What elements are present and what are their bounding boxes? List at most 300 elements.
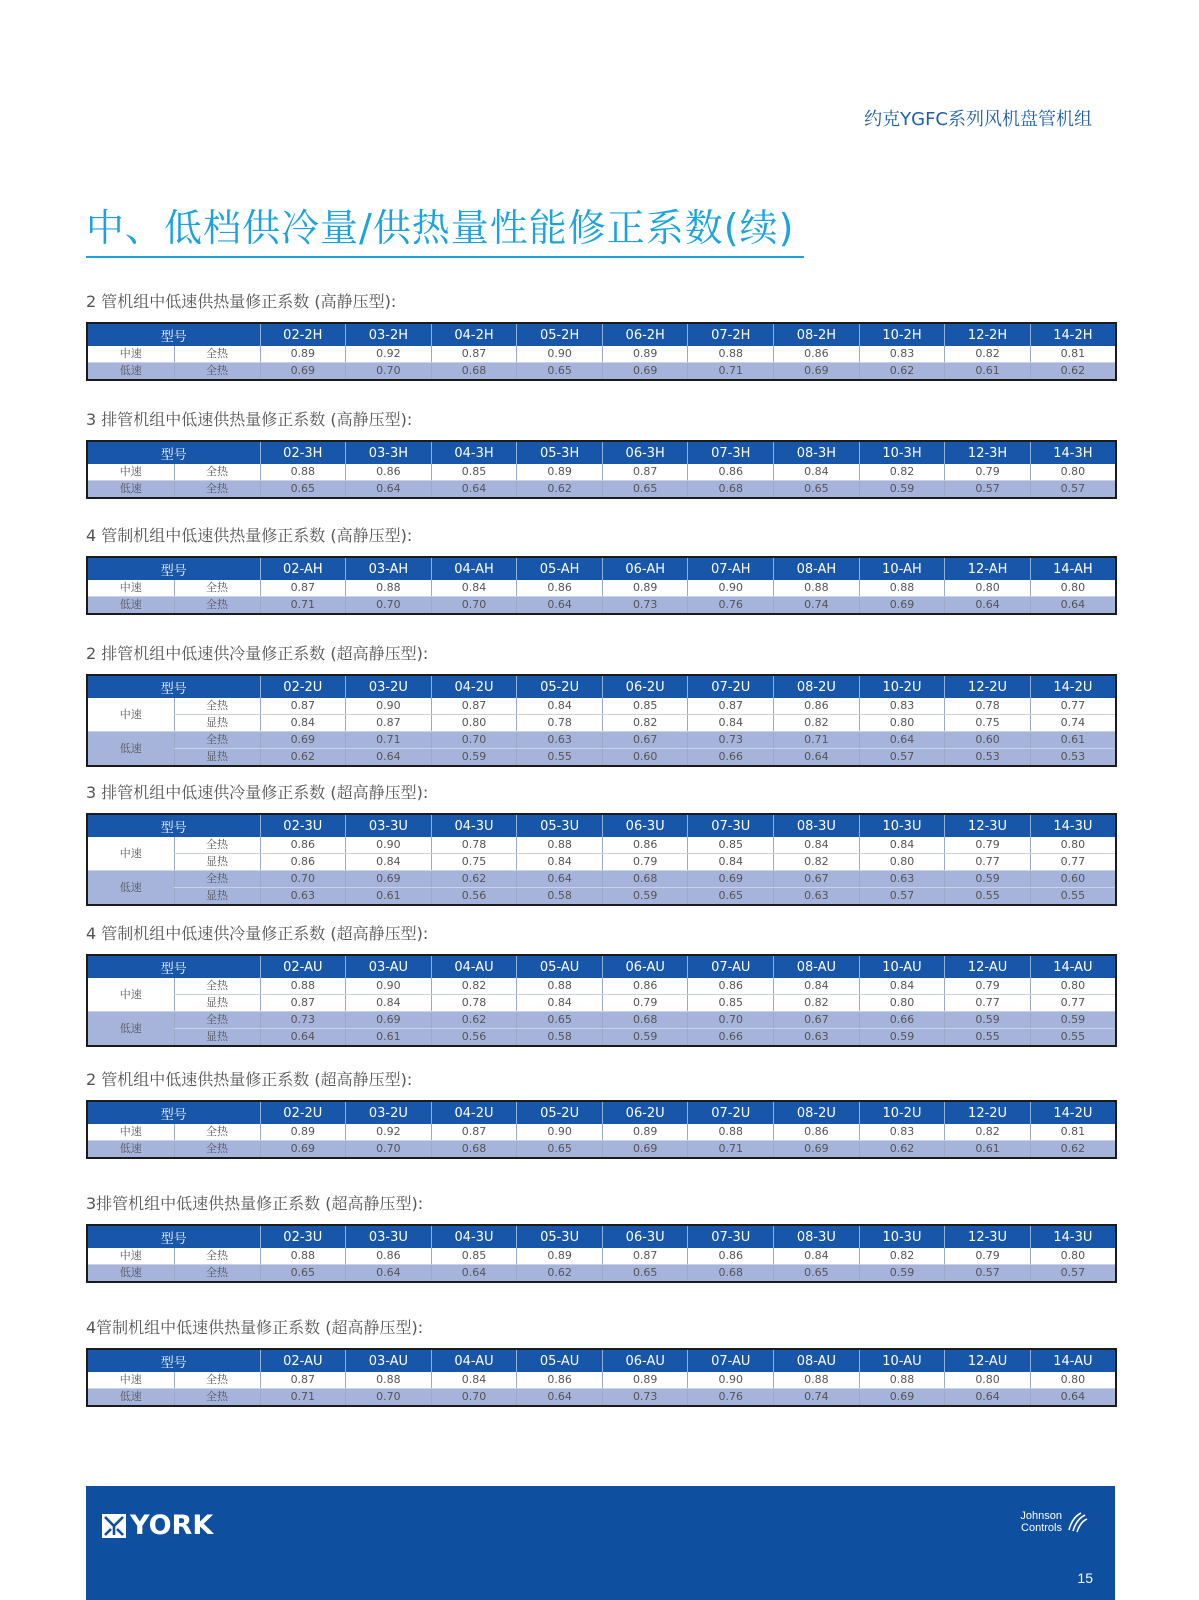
coefficient-cell: 0.86 (260, 837, 346, 854)
heat-type-label: 全热 (174, 871, 260, 888)
coefficient-cell: 0.67 (774, 1012, 860, 1029)
table-row (87, 1389, 1116, 1407)
heat-type-label: 全热 (174, 1012, 260, 1029)
coefficient-cell: 0.70 (346, 363, 432, 381)
coefficient-cell: 0.55 (517, 749, 603, 767)
coefficient-cell: 0.88 (260, 978, 346, 995)
speed-label: 低速 (87, 1012, 174, 1047)
model-column-header: 14-3U (1030, 814, 1116, 837)
coefficient-cell: 0.64 (859, 732, 945, 749)
model-column-header: 04-AU (431, 1349, 517, 1372)
speed-label: 低速 (87, 1389, 174, 1407)
model-column-header: 12-AU (945, 955, 1031, 978)
coefficient-cell: 0.86 (774, 1124, 860, 1141)
table-row (87, 464, 1116, 481)
table-row (87, 698, 1116, 715)
model-column-header: 07-3U (688, 814, 774, 837)
coefficient-cell: 0.79 (945, 978, 1031, 995)
speed-label: 低速 (87, 481, 174, 499)
model-column-header: 08-2U (774, 1101, 860, 1124)
coefficient-cell: 0.84 (517, 854, 603, 871)
coefficient-cell: 0.79 (945, 837, 1031, 854)
table-row (87, 346, 1116, 363)
coefficient-cell: 0.80 (1030, 1372, 1116, 1389)
model-column-header: 06-2H (602, 323, 688, 346)
coefficient-cell: 0.59 (945, 871, 1031, 888)
model-column-header: 05-3U (517, 814, 603, 837)
footer-bar (86, 1486, 1115, 1600)
model-header: 型号 (87, 1101, 260, 1124)
model-column-header: 10-2U (859, 1101, 945, 1124)
heat-type-label: 显热 (174, 854, 260, 871)
coefficient-cell: 0.77 (1030, 854, 1116, 871)
model-column-header: 04-2U (431, 675, 517, 698)
coefficient-cell: 0.70 (431, 732, 517, 749)
heat-type-label: 显热 (174, 749, 260, 767)
doc-header-title: 约克YGFC系列风机盘管机组 (864, 109, 1092, 130)
coefficient-cell: 0.87 (260, 698, 346, 715)
york-logo-text: YORK (130, 1510, 214, 1541)
model-column-header: 14-AU (1030, 955, 1116, 978)
heat-type-label: 显热 (174, 715, 260, 732)
york-logo (102, 1510, 213, 1541)
model-column-header: 12-2H (945, 323, 1031, 346)
coefficient-cell: 0.85 (688, 837, 774, 854)
coefficient-cell: 0.75 (945, 715, 1031, 732)
model-column-header: 14-3H (1030, 441, 1116, 464)
coefficient-cell: 0.65 (602, 1265, 688, 1283)
coefficient-cell: 0.62 (517, 481, 603, 499)
coefficient-cell: 0.88 (688, 1124, 774, 1141)
coefficient-cell: 0.68 (431, 1141, 517, 1159)
coefficient-cell: 0.66 (859, 1012, 945, 1029)
title-underline (86, 256, 804, 258)
table-row (87, 995, 1116, 1012)
model-column-header: 02-3U (260, 814, 346, 837)
model-column-header: 10-AU (859, 1349, 945, 1372)
coefficient-cell: 0.58 (517, 888, 603, 906)
table-row (87, 1372, 1116, 1389)
model-column-header: 08-AU (774, 1349, 860, 1372)
coefficient-cell: 0.89 (602, 580, 688, 597)
coefficient-cell: 0.75 (431, 854, 517, 871)
model-column-header: 07-AU (688, 955, 774, 978)
coefficient-cell: 0.84 (517, 698, 603, 715)
model-column-header: 04-3H (431, 441, 517, 464)
model-column-header: 14-2H (1030, 323, 1116, 346)
coefficient-cell: 0.73 (688, 732, 774, 749)
coefficient-cell: 0.71 (688, 363, 774, 381)
section-caption: 3排管机组中低速供热量修正系数 (超高静压型): (86, 1194, 424, 1213)
model-column-header: 10-3U (859, 814, 945, 837)
coefficient-cell: 0.61 (346, 1029, 432, 1047)
table-row (87, 1124, 1116, 1141)
model-column-header: 12-3H (945, 441, 1031, 464)
model-header: 型号 (87, 814, 260, 837)
coefficient-cell: 0.65 (517, 1141, 603, 1159)
coefficient-cell: 0.70 (346, 597, 432, 615)
model-column-header: 05-3U (517, 1225, 603, 1248)
coefficient-cell: 0.63 (774, 1029, 860, 1047)
coefficient-cell: 0.85 (431, 1248, 517, 1265)
model-column-header: 03-3H (346, 441, 432, 464)
coefficient-cell: 0.82 (859, 1248, 945, 1265)
coefficient-cell: 0.88 (688, 346, 774, 363)
table-row (87, 481, 1116, 499)
model-column-header: 07-3U (688, 1225, 774, 1248)
model-column-header: 12-3U (945, 814, 1031, 837)
model-column-header: 07-2H (688, 323, 774, 346)
model-column-header: 04-2H (431, 323, 517, 346)
model-column-header: 14-2U (1030, 1101, 1116, 1124)
section (86, 923, 1115, 1047)
speed-label: 低速 (87, 363, 174, 381)
heat-type-label: 全热 (174, 978, 260, 995)
model-column-header: 08-3U (774, 814, 860, 837)
coefficient-cell: 0.71 (774, 732, 860, 749)
coefficient-cell: 0.57 (1030, 1265, 1116, 1283)
coefficient-cell: 0.90 (688, 1372, 774, 1389)
coefficient-cell: 0.88 (260, 464, 346, 481)
coefficient-cell: 0.64 (346, 1265, 432, 1283)
coefficient-cell: 0.82 (945, 346, 1031, 363)
coefficient-cell: 0.73 (602, 1389, 688, 1407)
speed-label: 低速 (87, 871, 174, 906)
section (86, 525, 1115, 615)
model-column-header: 07-2U (688, 1101, 774, 1124)
coefficient-cell: 0.85 (431, 464, 517, 481)
model-column-header: 02-2U (260, 1101, 346, 1124)
table-row (87, 1029, 1116, 1047)
coefficient-cell: 0.64 (260, 1029, 346, 1047)
model-column-header: 06-AH (602, 557, 688, 580)
coefficient-cell: 0.63 (774, 888, 860, 906)
coefficient-cell: 0.84 (431, 580, 517, 597)
section (86, 409, 1115, 499)
model-column-header: 03-2U (346, 1101, 432, 1124)
coefficient-cell: 0.65 (260, 1265, 346, 1283)
coefficient-cell: 0.62 (431, 1012, 517, 1029)
coefficient-cell: 0.79 (602, 995, 688, 1012)
coefficient-cell: 0.56 (431, 1029, 517, 1047)
coefficient-cell: 0.71 (260, 597, 346, 615)
coefficient-cell: 0.80 (945, 580, 1031, 597)
model-column-header: 04-2U (431, 1101, 517, 1124)
model-column-header: 03-2U (346, 675, 432, 698)
table-row (87, 978, 1116, 995)
coefficient-cell: 0.90 (346, 978, 432, 995)
coefficient-cell: 0.80 (859, 995, 945, 1012)
coefficient-cell: 0.59 (1030, 1012, 1116, 1029)
correction-table (86, 1224, 1117, 1283)
coefficient-cell: 0.65 (774, 1265, 860, 1283)
model-column-header: 03-AU (346, 1349, 432, 1372)
coefficient-cell: 0.57 (1030, 481, 1116, 499)
coefficient-cell: 0.87 (260, 995, 346, 1012)
heat-type-label: 全热 (174, 481, 260, 499)
model-column-header: 08-3H (774, 441, 860, 464)
coefficient-cell: 0.57 (945, 481, 1031, 499)
model-header: 型号 (87, 323, 260, 346)
coefficient-cell: 0.88 (517, 978, 603, 995)
coefficient-cell: 0.57 (859, 888, 945, 906)
model-column-header: 02-2H (260, 323, 346, 346)
coefficient-cell: 0.86 (346, 464, 432, 481)
heat-type-label: 全热 (174, 346, 260, 363)
section (86, 782, 1115, 906)
coefficient-cell: 0.86 (774, 698, 860, 715)
model-header: 型号 (87, 675, 260, 698)
coefficient-cell: 0.84 (859, 837, 945, 854)
coefficient-cell: 0.84 (774, 837, 860, 854)
coefficient-cell: 0.64 (1030, 1389, 1116, 1407)
coefficient-cell: 0.80 (1030, 1248, 1116, 1265)
table-row (87, 597, 1116, 615)
coefficient-cell: 0.70 (260, 871, 346, 888)
model-column-header: 14-AH (1030, 557, 1116, 580)
jci-logo-line2: Controls (1021, 1522, 1062, 1534)
heat-type-label: 全热 (174, 597, 260, 615)
model-column-header: 08-AH (774, 557, 860, 580)
coefficient-cell: 0.84 (431, 1372, 517, 1389)
coefficient-cell: 0.71 (346, 732, 432, 749)
coefficient-cell: 0.69 (260, 732, 346, 749)
model-column-header: 06-AU (602, 1349, 688, 1372)
coefficient-cell: 0.84 (346, 995, 432, 1012)
model-column-header: 12-AH (945, 557, 1031, 580)
heat-type-label: 全热 (174, 1265, 260, 1283)
coefficient-cell: 0.68 (688, 481, 774, 499)
model-column-header: 05-AH (517, 557, 603, 580)
coefficient-cell: 0.79 (945, 464, 1031, 481)
coefficient-cell: 0.64 (1030, 597, 1116, 615)
heat-type-label: 全热 (174, 1372, 260, 1389)
coefficient-cell: 0.90 (517, 1124, 603, 1141)
coefficient-cell: 0.82 (431, 978, 517, 995)
coefficient-cell: 0.73 (260, 1012, 346, 1029)
model-column-header: 07-2U (688, 675, 774, 698)
coefficient-cell: 0.80 (431, 715, 517, 732)
section (86, 1193, 1115, 1283)
coefficient-cell: 0.89 (260, 1124, 346, 1141)
section-caption: 2 管机组中低速供热量修正系数 (超高静压型): (86, 1070, 413, 1089)
correction-table (86, 813, 1117, 906)
table-row (87, 854, 1116, 871)
model-column-header: 14-2U (1030, 675, 1116, 698)
coefficient-cell: 0.90 (346, 698, 432, 715)
section (86, 291, 1115, 381)
coefficient-cell: 0.82 (859, 464, 945, 481)
heat-type-label: 全热 (174, 464, 260, 481)
section-caption: 4管制机组中低速供热量修正系数 (超高静压型): (86, 1318, 424, 1337)
coefficient-cell: 0.87 (260, 580, 346, 597)
table-row (87, 732, 1116, 749)
coefficient-cell: 0.77 (1030, 995, 1116, 1012)
model-column-header: 06-3H (602, 441, 688, 464)
jci-swirl-icon (1065, 1510, 1089, 1534)
coefficient-cell: 0.84 (774, 464, 860, 481)
coefficient-cell: 0.59 (859, 1029, 945, 1047)
coefficient-cell: 0.82 (774, 995, 860, 1012)
coefficient-cell: 0.84 (517, 995, 603, 1012)
coefficient-cell: 0.78 (431, 995, 517, 1012)
coefficient-cell: 0.84 (774, 978, 860, 995)
coefficient-cell: 0.62 (431, 871, 517, 888)
coefficient-cell: 0.80 (945, 1372, 1031, 1389)
coefficient-cell: 0.80 (1030, 464, 1116, 481)
speed-label: 中速 (87, 1372, 174, 1389)
coefficient-cell: 0.86 (774, 346, 860, 363)
coefficient-cell: 0.85 (602, 698, 688, 715)
model-column-header: 10-AU (859, 955, 945, 978)
heat-type-label: 显热 (174, 888, 260, 906)
coefficient-cell: 0.84 (688, 854, 774, 871)
coefficient-cell: 0.64 (517, 871, 603, 888)
model-column-header: 14-AU (1030, 1349, 1116, 1372)
coefficient-cell: 0.86 (346, 1248, 432, 1265)
coefficient-cell: 0.89 (517, 464, 603, 481)
coefficient-cell: 0.62 (859, 1141, 945, 1159)
model-column-header: 02-AU (260, 1349, 346, 1372)
model-column-header: 02-3U (260, 1225, 346, 1248)
coefficient-cell: 0.88 (517, 837, 603, 854)
correction-table (86, 1100, 1117, 1159)
coefficient-cell: 0.86 (688, 464, 774, 481)
coefficient-cell: 0.66 (688, 1029, 774, 1047)
correction-table (86, 322, 1117, 381)
coefficient-cell: 0.63 (859, 871, 945, 888)
coefficient-cell: 0.74 (1030, 715, 1116, 732)
section (86, 1069, 1115, 1159)
model-column-header: 12-2U (945, 1101, 1031, 1124)
heat-type-label: 全热 (174, 363, 260, 381)
model-column-header: 10-2H (859, 323, 945, 346)
model-header: 型号 (87, 557, 260, 580)
york-emblem-icon (102, 1514, 126, 1538)
heat-type-label: 全热 (174, 732, 260, 749)
coefficient-cell: 0.60 (602, 749, 688, 767)
model-column-header: 07-3H (688, 441, 774, 464)
coefficient-cell: 0.87 (688, 698, 774, 715)
coefficient-cell: 0.83 (859, 698, 945, 715)
model-column-header: 10-3U (859, 1225, 945, 1248)
coefficient-cell: 0.87 (602, 1248, 688, 1265)
coefficient-cell: 0.69 (774, 1141, 860, 1159)
coefficient-cell: 0.86 (688, 978, 774, 995)
table-row (87, 749, 1116, 767)
coefficient-cell: 0.88 (346, 1372, 432, 1389)
coefficient-cell: 0.55 (945, 1029, 1031, 1047)
model-column-header: 03-3U (346, 1225, 432, 1248)
coefficient-cell: 0.83 (859, 1124, 945, 1141)
model-column-header: 06-3U (602, 814, 688, 837)
coefficient-cell: 0.59 (859, 481, 945, 499)
coefficient-cell: 0.81 (1030, 1124, 1116, 1141)
coefficient-cell: 0.65 (260, 481, 346, 499)
coefficient-cell: 0.68 (602, 1012, 688, 1029)
coefficient-cell: 0.74 (774, 1389, 860, 1407)
model-column-header: 06-3U (602, 1225, 688, 1248)
speed-label: 中速 (87, 346, 174, 363)
coefficient-cell: 0.70 (431, 1389, 517, 1407)
heat-type-label: 全热 (174, 1248, 260, 1265)
model-column-header: 14-3U (1030, 1225, 1116, 1248)
model-column-header: 08-2U (774, 675, 860, 698)
coefficient-cell: 0.69 (346, 1012, 432, 1029)
model-column-header: 02-AH (260, 557, 346, 580)
coefficient-cell: 0.59 (859, 1265, 945, 1283)
correction-table (86, 954, 1117, 1047)
model-column-header: 03-AH (346, 557, 432, 580)
coefficient-cell: 0.70 (346, 1389, 432, 1407)
correction-table (86, 1348, 1117, 1407)
coefficient-cell: 0.62 (1030, 1141, 1116, 1159)
table-row (87, 1012, 1116, 1029)
coefficient-cell: 0.68 (431, 363, 517, 381)
coefficient-cell: 0.86 (260, 854, 346, 871)
coefficient-cell: 0.64 (431, 481, 517, 499)
model-column-header: 03-2H (346, 323, 432, 346)
coefficient-cell: 0.58 (517, 1029, 603, 1047)
coefficient-cell: 0.61 (945, 1141, 1031, 1159)
coefficient-cell: 0.70 (688, 1012, 774, 1029)
coefficient-cell: 0.85 (688, 995, 774, 1012)
coefficient-cell: 0.77 (1030, 698, 1116, 715)
model-column-header: 08-2H (774, 323, 860, 346)
coefficient-cell: 0.70 (431, 597, 517, 615)
coefficient-cell: 0.59 (431, 749, 517, 767)
coefficient-cell: 0.89 (602, 346, 688, 363)
model-column-header: 04-AH (431, 557, 517, 580)
coefficient-cell: 0.80 (859, 715, 945, 732)
coefficient-cell: 0.92 (346, 1124, 432, 1141)
coefficient-cell: 0.62 (1030, 363, 1116, 381)
model-header: 型号 (87, 441, 260, 464)
model-column-header: 04-3U (431, 1225, 517, 1248)
coefficient-cell: 0.60 (945, 732, 1031, 749)
coefficient-cell: 0.64 (346, 481, 432, 499)
coefficient-cell: 0.70 (346, 1141, 432, 1159)
coefficient-cell: 0.90 (517, 346, 603, 363)
coefficient-cell: 0.82 (774, 715, 860, 732)
section (86, 643, 1115, 767)
speed-label: 低速 (87, 1265, 174, 1283)
correction-table (86, 674, 1117, 767)
model-header: 型号 (87, 955, 260, 978)
model-header: 型号 (87, 1225, 260, 1248)
model-header: 型号 (87, 1349, 260, 1372)
coefficient-cell: 0.65 (517, 1012, 603, 1029)
coefficient-cell: 0.66 (688, 749, 774, 767)
heat-type-label: 显热 (174, 1029, 260, 1047)
correction-table (86, 440, 1117, 499)
coefficient-cell: 0.59 (602, 1029, 688, 1047)
coefficient-cell: 0.61 (346, 888, 432, 906)
coefficient-cell: 0.69 (688, 871, 774, 888)
speed-label: 低速 (87, 732, 174, 767)
coefficient-cell: 0.83 (859, 346, 945, 363)
johnson-controls-logo (1020, 1510, 1089, 1534)
coefficient-cell: 0.86 (517, 580, 603, 597)
coefficient-cell: 0.87 (431, 346, 517, 363)
coefficient-cell: 0.71 (688, 1141, 774, 1159)
coefficient-cell: 0.56 (431, 888, 517, 906)
coefficient-cell: 0.69 (346, 871, 432, 888)
coefficient-cell: 0.60 (1030, 871, 1116, 888)
coefficient-cell: 0.68 (688, 1265, 774, 1283)
coefficient-cell: 0.88 (774, 580, 860, 597)
model-column-header: 06-2U (602, 675, 688, 698)
